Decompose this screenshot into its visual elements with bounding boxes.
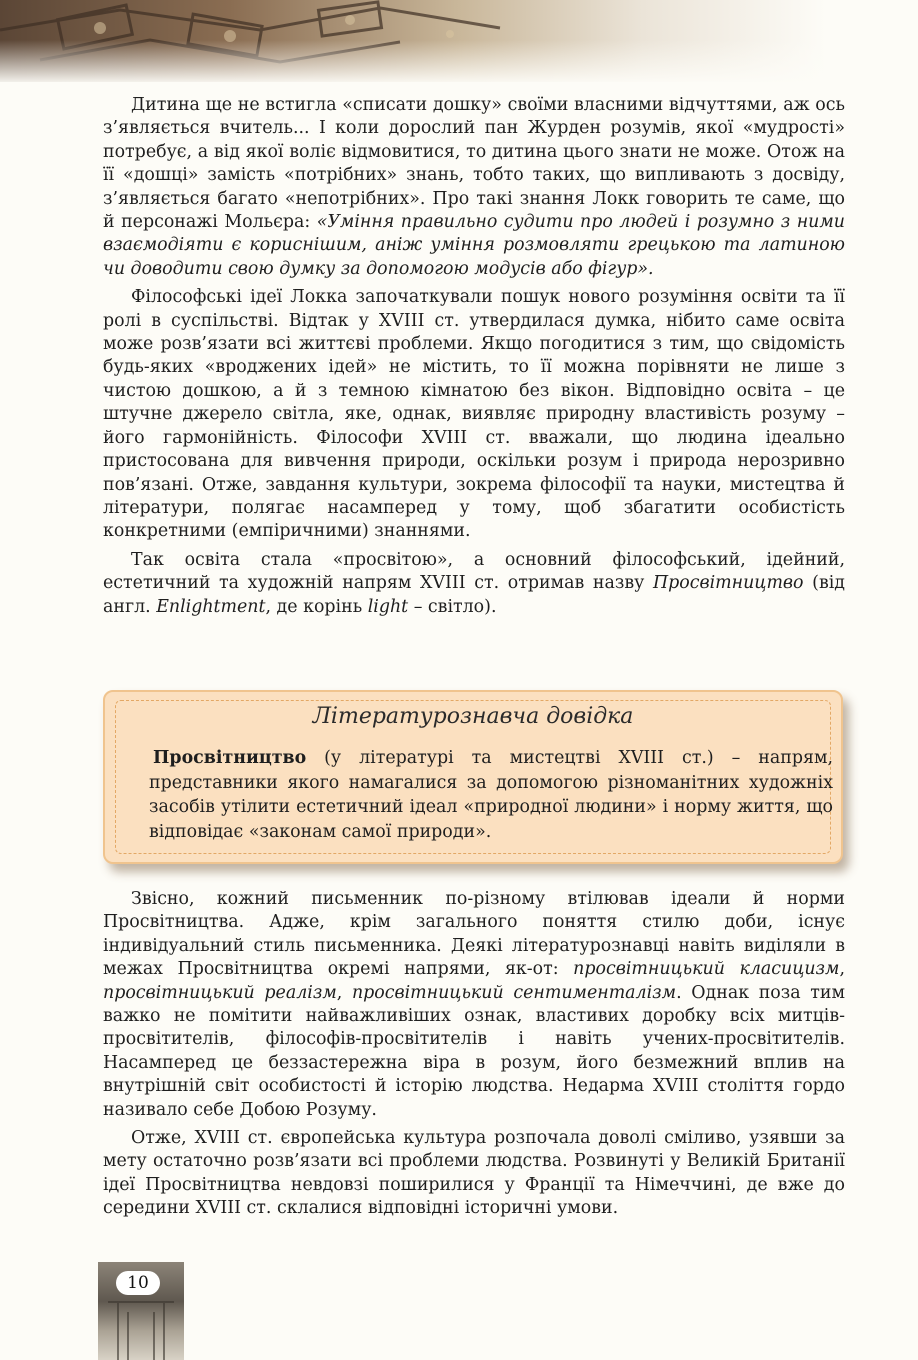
paragraph-1 — [103, 94, 845, 281]
paragraph-3-part3: , де корінь — [265, 596, 368, 617]
paragraph-3 — [103, 549, 845, 619]
paragraph-3-part2: (від англ. — [103, 573, 846, 617]
paragraph-4-sep1: , — [839, 959, 845, 980]
term-english: Enlightment — [156, 596, 266, 617]
infobox-title: Літературознавча довідка — [312, 704, 634, 729]
header-fade-overlay — [0, 40, 918, 82]
paragraph-5: Отже, XVIII ст. європейська культура розпочала доволі сміливо, узявши за мету остаточно розв’язати всі проблеми людства. Розвинуті у Великій Британії ідеї Просвітництва невдовзі поширилися у Франції та Німеччині, де вже до середини XVIII ст. склалися відповідні історичні умови. — [103, 1128, 845, 1219]
paragraph-4-sep2: , — [336, 982, 352, 1003]
direction-classicism: просвітницький класицизм — [573, 959, 840, 980]
paragraph-4-part2: . Однак поза тим важко не помітити найважливіших ознак, властивих доробку всіх митців-просвітителів, філософів-просвітителів і навіть учених-просвітителів. Насамперед це беззастережна віра в розум, його безмежний вплив на внутрішній світ особистості й історію людства. Недарма XVIII століття гордо називало себе Добою Розуму. — [103, 982, 846, 1120]
literary-reference-box — [103, 690, 843, 864]
infobox-term: Просвітництво — [153, 748, 307, 768]
direction-sentimentalism: просвітницький сентименталізм — [351, 982, 677, 1003]
locke-quote: «Уміння правильно судити про людей і розумно з ними взаємодіяти є кориснішим, аніж уміння розмовляти грецькою та латиною чи доводити свою думку за допомогою модусів або фігур». — [103, 212, 846, 279]
header-ceiling-image — [0, 0, 918, 82]
main-text — [103, 94, 845, 624]
paragraph-1-text: Дитина ще не встигла «списати дошку» своїми власними відчуттями, аж ось з’являється вчитель... І коли дорослий пан Журден розумів, якої «мудрості» потребує, а від якої воліє відмовитися, то дитина цього знати не може. Отож на її «дошці» замість «потрібних» знань, тобто таких, що випливають з досвіду, з’являється багато «непотрібних». Про такі знання Локк говорить те саме, що й персонажі Мольєра: — [103, 95, 845, 233]
direction-realism: просвітницький реалізм — [103, 982, 337, 1003]
term-root: light — [367, 596, 409, 617]
infobox-definition — [149, 746, 833, 844]
main-text-lower — [103, 888, 845, 1226]
paragraph-4 — [103, 888, 845, 1122]
term-enlightenment: Просвітництво — [652, 573, 804, 594]
paragraph-3-part1: Так освіта стала «просвітою», а основний філософський, ідейний, естетичний та художній напрям XVIII ст. отримав назву — [103, 549, 845, 594]
infobox-definition-text: (у літературі та мистецтві XVIII ст.) – напрям, представники якого намагалися за допомогою різноманітних художніх засобів утілити естетичний ідеал «природної людини» і норму життя, що відповідає «законам самої природи». — [149, 748, 833, 842]
paragraph-2: Філософські ідеї Локка започаткували пошук нового розуміння освіти та її ролі в суспільстві. Відтак у XVIII ст. утвердилася думка, нібито саме освіта може розв’язати всі життєві проблеми. Якщо погодитися з тим, що свідомість будь-яких «вроджених ідей» не містить, то її можна порівняти не лише з чистою дошкою, а й з темною кімнатою без вікон. Відповідно освіта – це штучне джерело світла, яке, однак, виявляє природну властивість розуму – його гармонійність. Філософи XVIII ст. вважали, що людина ідеально пристосована для вивчення природи, оскільки розум і природа нерозривно пов’язані. Отже, завдання культури, зокрема філософії та науки, мистецтва й літератури, полягає насамперед у тому, щоб збагатити особистість конкретними (емпіричними) знаннями. — [103, 287, 845, 542]
page-number: 10 — [116, 1271, 160, 1295]
paragraph-4-part1: Звісно, кожний письменник по-різному втілював ідеали й норми Просвітництва. Адже, крім загального поняття стилю доби, існує індивідуальний стиль письменника. Деякі літературознавці навіть виділяли в межах Просвітництва окремі напрями, як-от: — [103, 889, 845, 980]
paragraph-3-part4: – світло). — [408, 596, 497, 617]
